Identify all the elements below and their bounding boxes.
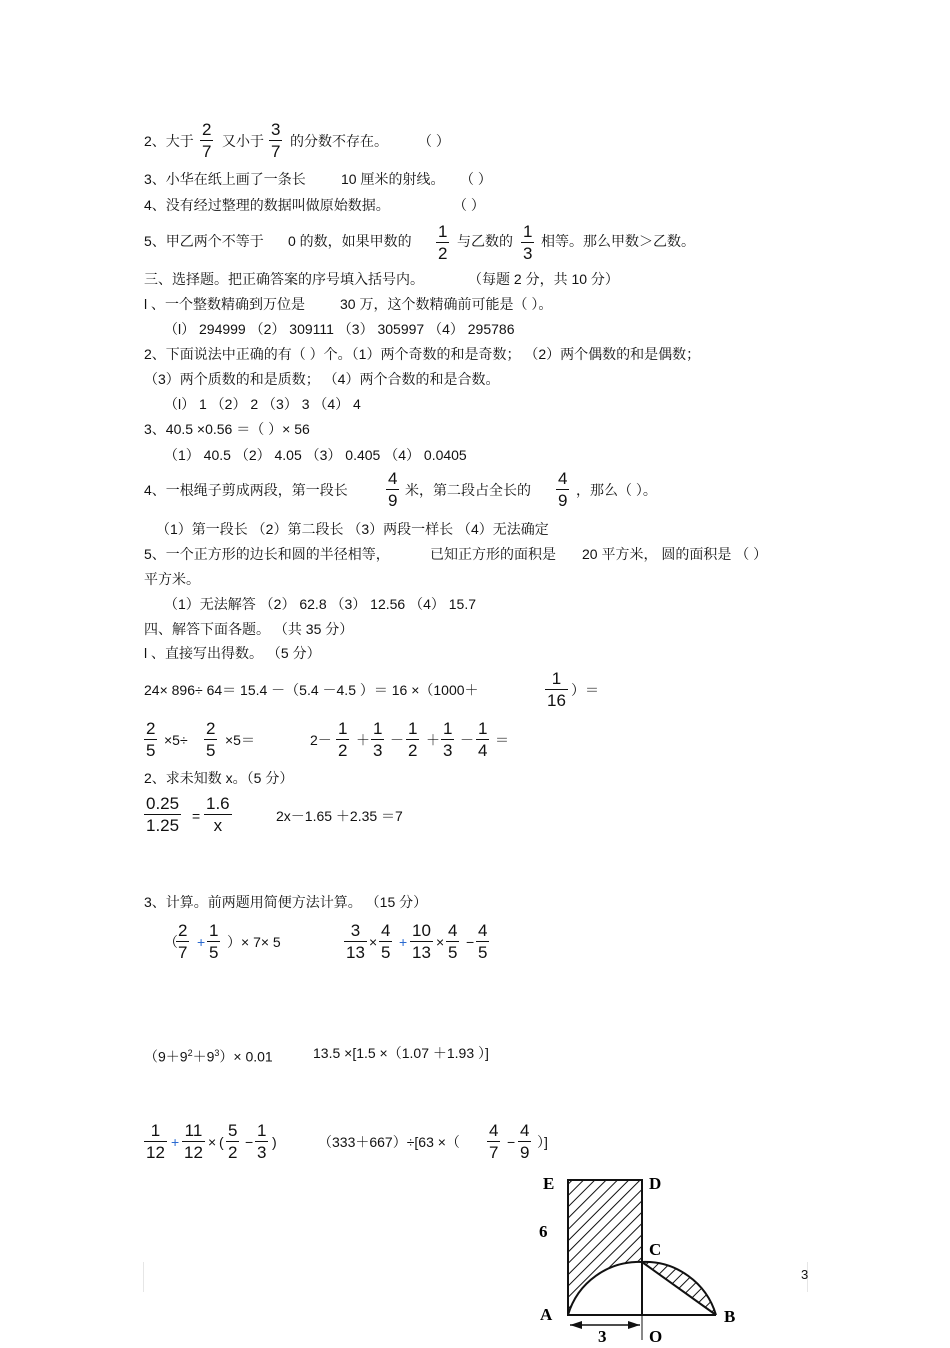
operator-minus: －	[390, 732, 404, 748]
fraction: $\frac{11}{12}$	[184, 1121, 203, 1162]
fraction: $\frac{3}{7}$	[271, 120, 281, 161]
label-C: C	[649, 1240, 662, 1259]
operator-text: 2－	[310, 732, 332, 748]
solve-p3-expr6-b: ）]	[537, 1134, 548, 1150]
operator-text: ×5＝	[225, 732, 255, 748]
choice-q3-options: （1） 40.5 （2） 4.05 （3） 0.405 （4） 0.0405	[164, 447, 467, 463]
choice-q5-a: 5、一个正方形的边长和圆的半径相等，	[144, 546, 390, 562]
operator-minus: −	[466, 934, 475, 950]
solve-p3-heading: 3、计算。前两题用简便方法计算。 （15 分）	[144, 894, 428, 910]
choice-q4-a: 4、一根绳子剪成两段，第一段长	[144, 482, 348, 498]
label-B: B	[724, 1307, 736, 1326]
judge-q5-b: 0 的数，如果甲数的	[288, 233, 412, 249]
label-E: E	[543, 1174, 555, 1193]
paren-open: （	[164, 934, 178, 950]
fraction: $\frac{3}{13}$	[346, 921, 365, 962]
choice-q3-line1: 3、40.5 ×0.56 ＝（ ）× 56	[144, 421, 310, 437]
fraction: $\frac{1}{16}$	[547, 669, 566, 710]
answer-paren: （ ）	[418, 133, 450, 149]
fraction: $\frac{1}{3}$	[257, 1121, 267, 1162]
operator-times: ×	[369, 934, 378, 950]
choice-q2-line1: 2、下面说法中正确的有（ ）个。（1）两个奇数的和是奇数； （2）两个偶数的和是偶数；	[144, 346, 701, 362]
choice-q4-c: ，那么（ ）。	[576, 482, 657, 498]
solve-p3-expr3: $(9+9^2+9^3)\times 0.01$	[144, 1048, 273, 1065]
fraction: $\frac{5}{2}$	[228, 1121, 238, 1162]
operator-minus: －	[460, 732, 474, 748]
label-A: A	[540, 1305, 553, 1324]
fraction: $\frac{1}{2}$	[438, 222, 448, 263]
fraction: $\frac{4}{5}$	[381, 921, 391, 962]
operator-plus: +	[399, 934, 408, 950]
fraction: $\frac{4}{9}$	[388, 469, 398, 510]
operator-equals: ＝	[495, 732, 509, 748]
fraction: $\frac{2}{7}$	[178, 921, 188, 962]
fraction: $\frac{1}{5}$	[209, 921, 219, 962]
choice-q1-options: （l） 294999 （2） 309111 （3） 305997 （4） 295786	[164, 321, 515, 337]
fraction: $\frac{2}{7}$	[202, 120, 212, 161]
operator-plus: +	[171, 1134, 180, 1150]
fraction: $\frac{1}{2}$	[338, 719, 348, 760]
answer-paren: （ ）	[460, 171, 492, 187]
judge-q3-num: 10 厘米的射线。	[341, 171, 445, 187]
judge-q5-c: 与乙数的	[457, 233, 513, 249]
operator-equals: =	[192, 808, 201, 824]
solve-p1-heading: l 、直接写出得数。 （5 分）	[144, 645, 321, 661]
judge-q3-text: 3、小华在纸上画了一条长	[144, 171, 306, 187]
choice-q5-c: 20 平方米， 圆的面积是 （ ）	[582, 546, 768, 562]
operator-minus: −	[507, 1134, 516, 1150]
solve-p2-expr2: 2x－1.65 ＋2.35 ＝7	[276, 808, 403, 824]
judge-q2-prefix: 2、大于	[144, 133, 194, 149]
operator-minus: −	[245, 1134, 254, 1150]
choice-q2-options: （l） 1 （2） 2 （3） 3 （4） 4	[164, 396, 361, 412]
choice-q2-line2: （3）两个质数的和是质数； （4）两个合数的和是合数。	[144, 371, 500, 387]
paren-close: )	[272, 1134, 277, 1150]
label-D: D	[649, 1174, 662, 1193]
judge-q5-d: 相等。那么甲数＞乙数。	[541, 233, 695, 249]
choice-q4-b: 米，第二段占全长的	[405, 482, 531, 498]
solve-p3-expr4: 13.5 ×[1.5 ×（1.07 ＋1.93 ）]	[313, 1045, 489, 1061]
label-base-length: 3	[598, 1327, 607, 1345]
section-heading-choice: 三、选择题。把正确答案的序号填入括号内。	[144, 271, 424, 287]
solve-p3-expr6-a: （333＋667）÷[63 ×（	[318, 1134, 460, 1150]
judge-q2-mid: 又小于	[222, 133, 264, 149]
solve-p1-expr1-end: ）＝	[571, 682, 599, 698]
section-heading-solve: 四、解答下面各题。 （共 35 分）	[144, 621, 354, 637]
choice-q5-b: 已知正方形的面积是	[430, 546, 556, 562]
label-side-length: 6	[539, 1222, 548, 1241]
arrow-right-icon	[628, 1321, 640, 1329]
judge-q2-suffix: 的分数不存在。	[290, 133, 388, 149]
operator-text: ×5÷	[164, 732, 188, 748]
fraction: $\frac{1}{4}$	[478, 719, 488, 760]
fraction: $\frac{1}{3}$	[443, 719, 453, 760]
judge-q4-text: 4、没有经过整理的数据叫做原始数据。	[144, 197, 390, 213]
geometry-figure-svg	[530, 1165, 745, 1345]
shaded-region	[568, 1180, 642, 1315]
fraction: $\frac{2}{5}$	[206, 719, 216, 760]
geometry-figure	[530, 1165, 745, 1348]
fraction: $\frac{1}{3}$	[373, 719, 383, 760]
fraction: $\frac{1}{12}$	[146, 1121, 165, 1162]
operator-plus: +	[197, 934, 206, 950]
fraction: $\frac{1.6}{x}$	[206, 794, 230, 835]
label-O: O	[649, 1327, 663, 1345]
solve-p2-heading: 2、求未知数 x。（5 分）	[144, 770, 294, 786]
section-score: （每题 2 分，共 10 分）	[468, 271, 619, 287]
margin-line	[143, 1262, 144, 1292]
answer-paren: （ ）	[453, 197, 485, 213]
paren-open: (	[219, 1134, 224, 1150]
fraction: $\frac{4}{5}$	[448, 921, 458, 962]
choice-q4-options: （1）第一段长 （2）第二段长 （3）两段一样长 （4）无法确定	[156, 521, 549, 537]
arrow-left-icon	[570, 1321, 582, 1329]
operator-plus: ＋	[356, 732, 370, 748]
operator-times: ×	[208, 1134, 217, 1150]
fraction: $\frac{0.25}{1.25}$	[146, 794, 180, 835]
fraction: $\frac{4}{9}$	[520, 1121, 530, 1162]
solve-p1-expr1: 24× 896÷ 64＝ 15.4 －（5.4 －4.5 ）＝ 16 ×（1000＋	[144, 682, 479, 698]
choice-q5-options: （1）无法解答 （2） 62.8 （3） 12.56 （4） 15.7	[164, 596, 477, 612]
page-number: 3	[801, 1267, 809, 1282]
fraction: $\frac{1}{2}$	[408, 719, 418, 760]
fraction: $\frac{4}{7}$	[489, 1121, 499, 1162]
fraction: $\frac{4}{9}$	[558, 469, 568, 510]
fraction: $\frac{4}{5}$	[478, 921, 488, 962]
operator-plus: ＋	[426, 732, 440, 748]
choice-q1-b: 30 万，这个数精确前可能是（ ）。	[340, 296, 553, 312]
operator-text: ）× 7× 5	[227, 934, 281, 950]
fraction: $\frac{10}{13}$	[412, 921, 431, 962]
operator-times: ×	[436, 934, 445, 950]
choice-q1-a: l 、一个整数精确到万位是	[144, 296, 305, 312]
fraction: $\frac{2}{5}$	[146, 719, 156, 760]
choice-q5-line2: 平方米。	[144, 571, 200, 587]
judge-q5-a: 5、甲乙两个不等于	[144, 233, 264, 249]
fraction: $\frac{1}{3}$	[523, 222, 533, 263]
